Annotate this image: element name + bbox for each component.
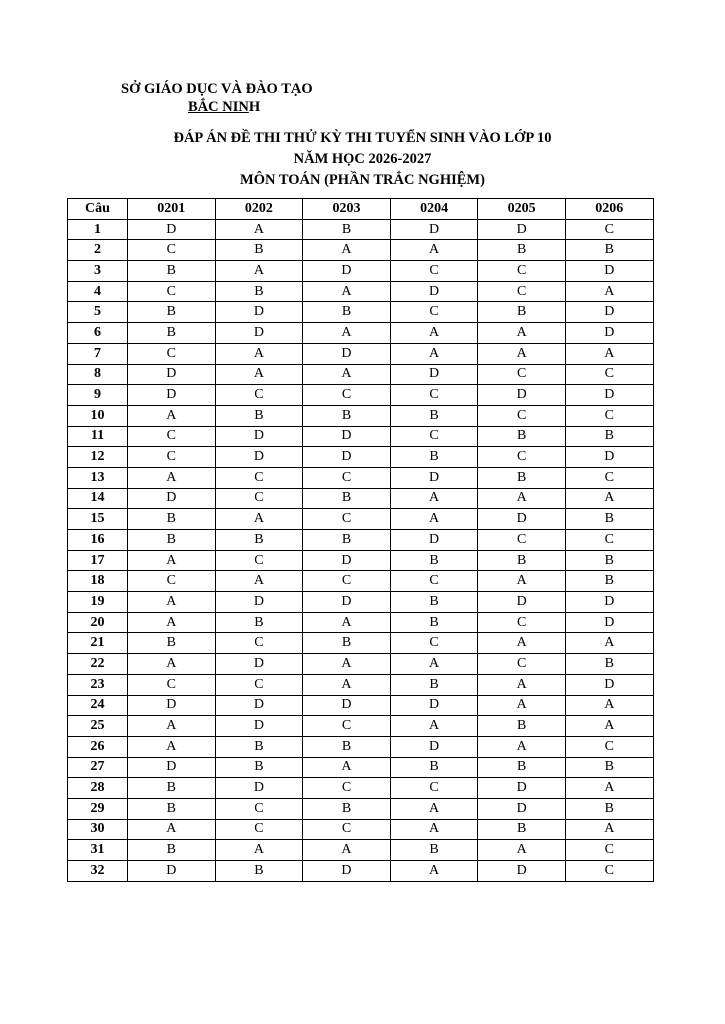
answer-cell: B [390, 592, 478, 613]
answer-cell: A [390, 819, 478, 840]
question-number-cell: 6 [68, 323, 128, 344]
answer-cell: C [565, 530, 653, 551]
answer-cell: B [215, 281, 303, 302]
answer-cell: C [215, 467, 303, 488]
answer-cell: C [215, 798, 303, 819]
table-row [68, 550, 654, 571]
table-row [68, 281, 654, 302]
province-name-underlined: BẮC NIN [188, 99, 249, 115]
question-number-cell: 20 [68, 612, 128, 633]
answer-cell: B [565, 509, 653, 530]
answer-cell: A [128, 654, 216, 675]
question-number-cell: 4 [68, 281, 128, 302]
table-row [68, 840, 654, 861]
answer-cell: A [390, 798, 478, 819]
answer-cell: B [565, 757, 653, 778]
question-number-cell: 22 [68, 654, 128, 675]
answer-cell: C [128, 447, 216, 468]
answer-cell: B [390, 757, 478, 778]
table-row [68, 364, 654, 385]
answer-cell: D [303, 695, 391, 716]
answer-cell: D [303, 426, 391, 447]
question-number-cell: 7 [68, 343, 128, 364]
table-row [68, 488, 654, 509]
table-row [68, 240, 654, 261]
department-name: SỞ GIÁO DỤC VÀ ĐÀO TẠO [121, 81, 313, 97]
answer-cell: C [128, 281, 216, 302]
answer-cell: A [128, 405, 216, 426]
answer-cell: A [215, 261, 303, 282]
answer-cell: B [390, 447, 478, 468]
question-number-cell: 32 [68, 861, 128, 882]
answer-cell: B [303, 405, 391, 426]
column-header-code: 0205 [478, 199, 566, 220]
answer-cell: D [128, 488, 216, 509]
answer-cell: D [565, 261, 653, 282]
answer-cell: C [565, 364, 653, 385]
answer-cell: B [215, 736, 303, 757]
answer-cell: A [303, 240, 391, 261]
answer-cell: D [478, 592, 566, 613]
answer-cell: D [215, 716, 303, 737]
table-row [68, 798, 654, 819]
answer-cell: A [215, 364, 303, 385]
answer-cell: B [303, 633, 391, 654]
answer-cell: B [215, 757, 303, 778]
answer-cell: D [128, 861, 216, 882]
answer-cell: C [390, 571, 478, 592]
table-row [68, 778, 654, 799]
answer-cell: B [215, 405, 303, 426]
table-row [68, 592, 654, 613]
answer-cell: C [390, 633, 478, 654]
answer-cell: A [303, 840, 391, 861]
answer-cell: D [303, 861, 391, 882]
answer-cell: D [303, 343, 391, 364]
answer-cell: D [128, 219, 216, 240]
answer-cell: D [565, 447, 653, 468]
answer-cell: D [390, 281, 478, 302]
answer-cell: A [478, 674, 566, 695]
answer-cell: B [128, 798, 216, 819]
answer-cell: C [303, 467, 391, 488]
answer-cell: C [128, 343, 216, 364]
table-row [68, 819, 654, 840]
title-line-1: ĐÁP ÁN ĐỀ THI THỬ KỲ THI TUYỂN SINH VÀO LỚP 10 [173, 130, 552, 146]
answer-cell: B [128, 323, 216, 344]
answer-cell: D [565, 323, 653, 344]
question-number-cell: 23 [68, 674, 128, 695]
answer-cell: C [215, 488, 303, 509]
answer-cell: B [478, 467, 566, 488]
answer-cell: C [128, 674, 216, 695]
answer-cell: B [478, 302, 566, 323]
answer-cell: A [390, 716, 478, 737]
answer-cell: A [565, 778, 653, 799]
answer-cell: D [303, 261, 391, 282]
answer-cell: C [215, 819, 303, 840]
answer-cell: D [478, 861, 566, 882]
answer-cell: D [390, 530, 478, 551]
question-number-cell: 1 [68, 219, 128, 240]
table-row [68, 612, 654, 633]
table-row [68, 261, 654, 282]
question-number-cell: 13 [68, 467, 128, 488]
answer-cell: C [215, 550, 303, 571]
answer-cell: D [390, 695, 478, 716]
column-header-code: 0206 [565, 199, 653, 220]
answer-cell: B [215, 612, 303, 633]
question-number-cell: 26 [68, 736, 128, 757]
answer-cell: C [303, 778, 391, 799]
answer-cell: A [128, 612, 216, 633]
answer-cell: D [478, 778, 566, 799]
answer-cell: A [390, 509, 478, 530]
answer-cell: A [303, 757, 391, 778]
title-line-2: NĂM HỌC 2026-2027 [293, 151, 432, 167]
answer-cell: C [565, 840, 653, 861]
table-row [68, 426, 654, 447]
answer-cell: D [303, 592, 391, 613]
answer-cell: C [303, 571, 391, 592]
answer-cell: A [303, 364, 391, 385]
table-row [68, 219, 654, 240]
answer-cell: A [390, 654, 478, 675]
answer-cell: C [565, 861, 653, 882]
answer-cell: A [478, 633, 566, 654]
answer-cell: D [478, 798, 566, 819]
answer-cell: C [565, 219, 653, 240]
answer-cell: B [478, 550, 566, 571]
answer-cell: A [128, 467, 216, 488]
answer-cell: D [390, 467, 478, 488]
table-row [68, 695, 654, 716]
answer-cell: D [128, 757, 216, 778]
answer-cell: D [565, 612, 653, 633]
answer-cell: B [565, 550, 653, 571]
question-number-cell: 24 [68, 695, 128, 716]
answer-cell: D [390, 219, 478, 240]
table-row [68, 302, 654, 323]
answer-cell: D [565, 592, 653, 613]
table-row [68, 736, 654, 757]
answer-cell: A [128, 716, 216, 737]
answer-cell: C [215, 385, 303, 406]
answer-cell: B [565, 654, 653, 675]
question-number-cell: 9 [68, 385, 128, 406]
answer-cell: C [565, 736, 653, 757]
answer-cell: B [390, 550, 478, 571]
column-header-code: 0203 [303, 199, 391, 220]
question-number-cell: 27 [68, 757, 128, 778]
answer-cell: B [128, 530, 216, 551]
answer-cell: C [478, 612, 566, 633]
answer-cell: B [390, 674, 478, 695]
answer-cell: B [390, 840, 478, 861]
table-row [68, 716, 654, 737]
organization-header [121, 80, 351, 116]
answer-cell: C [478, 364, 566, 385]
question-number-cell: 15 [68, 509, 128, 530]
answer-cell: C [303, 716, 391, 737]
answer-cell: C [128, 240, 216, 261]
answer-cell: C [215, 633, 303, 654]
column-header-code: 0204 [390, 199, 478, 220]
answer-cell: D [215, 447, 303, 468]
answer-cell: C [303, 819, 391, 840]
answer-cell: D [390, 364, 478, 385]
question-number-cell: 8 [68, 364, 128, 385]
question-number-cell: 18 [68, 571, 128, 592]
answer-cell: A [565, 633, 653, 654]
answer-cell: B [565, 426, 653, 447]
answer-cell: C [478, 261, 566, 282]
question-number-cell: 11 [68, 426, 128, 447]
question-number-cell: 25 [68, 716, 128, 737]
answer-cell: A [303, 654, 391, 675]
answer-cell: A [215, 509, 303, 530]
answer-cell: A [303, 674, 391, 695]
answer-cell: A [478, 571, 566, 592]
document-title [0, 128, 725, 191]
answer-cell: C [390, 426, 478, 447]
answer-cell: D [565, 302, 653, 323]
answer-cell: A [390, 343, 478, 364]
answer-cell: B [215, 240, 303, 261]
answer-cell: B [215, 861, 303, 882]
answer-cell: C [215, 674, 303, 695]
question-number-cell: 10 [68, 405, 128, 426]
answer-cell: B [303, 302, 391, 323]
answer-cell: B [565, 798, 653, 819]
question-number-cell: 28 [68, 778, 128, 799]
answer-cell: A [390, 240, 478, 261]
answer-cell: A [128, 819, 216, 840]
question-number-cell: 31 [68, 840, 128, 861]
answer-cell: B [303, 488, 391, 509]
answer-cell: A [478, 343, 566, 364]
question-number-cell: 12 [68, 447, 128, 468]
answer-cell: B [303, 219, 391, 240]
answer-cell: A [390, 861, 478, 882]
answer-cell: A [215, 343, 303, 364]
answer-cell: A [128, 736, 216, 757]
answer-cell: A [303, 323, 391, 344]
answer-cell: B [478, 240, 566, 261]
answer-cell: D [565, 385, 653, 406]
answer-cell: C [478, 281, 566, 302]
answer-cell: D [128, 364, 216, 385]
table-row [68, 674, 654, 695]
answer-cell: B [478, 426, 566, 447]
answer-cell: D [478, 219, 566, 240]
province-name [188, 98, 351, 116]
table-row [68, 467, 654, 488]
answer-cell: A [565, 819, 653, 840]
answer-cell: D [303, 447, 391, 468]
question-number-cell: 19 [68, 592, 128, 613]
table-row [68, 405, 654, 426]
answer-cell: D [303, 550, 391, 571]
answer-cell: D [215, 302, 303, 323]
answer-cell: A [565, 343, 653, 364]
answer-cell: D [478, 385, 566, 406]
answer-cell: C [390, 261, 478, 282]
table-row [68, 571, 654, 592]
column-header-code: 0201 [128, 199, 216, 220]
table-body [68, 219, 654, 881]
answer-cell: A [215, 571, 303, 592]
answer-cell: B [215, 530, 303, 551]
answer-cell: D [215, 323, 303, 344]
answer-cell: C [565, 467, 653, 488]
answer-cell: A [478, 323, 566, 344]
answer-cell: A [303, 612, 391, 633]
answer-cell: A [478, 488, 566, 509]
answer-cell: C [478, 405, 566, 426]
table-row [68, 509, 654, 530]
question-number-cell: 21 [68, 633, 128, 654]
answer-key-table [67, 198, 654, 882]
question-number-cell: 2 [68, 240, 128, 261]
answer-cell: A [215, 840, 303, 861]
table-row [68, 757, 654, 778]
answer-cell: C [303, 509, 391, 530]
answer-cell: A [565, 695, 653, 716]
answer-cell: B [478, 819, 566, 840]
answer-cell: A [565, 716, 653, 737]
province-name-rest: H [248, 99, 261, 115]
answer-cell: B [128, 633, 216, 654]
answer-cell: A [565, 488, 653, 509]
answer-cell: B [128, 261, 216, 282]
answer-cell: C [565, 405, 653, 426]
answer-cell: A [478, 695, 566, 716]
answer-cell: C [390, 302, 478, 323]
answer-cell: C [390, 385, 478, 406]
title-line-3: MÔN TOÁN (PHẦN TRẮC NGHIỆM) [240, 172, 485, 188]
answer-cell: A [565, 281, 653, 302]
answer-cell: B [478, 716, 566, 737]
question-number-cell: 5 [68, 302, 128, 323]
table-row [68, 530, 654, 551]
question-number-cell: 14 [68, 488, 128, 509]
answer-cell: C [128, 571, 216, 592]
answer-cell: C [128, 426, 216, 447]
answer-cell: C [478, 654, 566, 675]
answer-cell: B [128, 778, 216, 799]
question-number-cell: 30 [68, 819, 128, 840]
table-row [68, 861, 654, 882]
table-row [68, 385, 654, 406]
answer-cell: B [303, 530, 391, 551]
answer-cell: A [390, 488, 478, 509]
answer-cell: C [303, 385, 391, 406]
table-row [68, 343, 654, 364]
answer-cell: D [390, 736, 478, 757]
answer-cell: D [215, 778, 303, 799]
answer-cell: A [215, 219, 303, 240]
table-row [68, 323, 654, 344]
table-row [68, 654, 654, 675]
answer-cell: A [303, 281, 391, 302]
answer-cell: A [128, 550, 216, 571]
answer-cell: D [128, 385, 216, 406]
answer-cell: C [478, 447, 566, 468]
answer-cell: B [303, 736, 391, 757]
answer-cell: B [565, 240, 653, 261]
answer-cell: B [128, 840, 216, 861]
answer-cell: A [478, 736, 566, 757]
answer-cell: D [215, 695, 303, 716]
answer-cell: B [303, 798, 391, 819]
answer-cell: D [215, 592, 303, 613]
answer-cell: C [478, 530, 566, 551]
answer-cell: D [565, 674, 653, 695]
answer-cell: D [128, 695, 216, 716]
column-header-code: 0202 [215, 199, 303, 220]
answer-cell: A [390, 323, 478, 344]
answer-cell: A [128, 592, 216, 613]
column-header-question: Câu [68, 199, 128, 220]
answer-cell: B [390, 405, 478, 426]
answer-cell: B [128, 302, 216, 323]
answer-cell: B [128, 509, 216, 530]
answer-cell: D [215, 426, 303, 447]
answer-cell: B [390, 612, 478, 633]
table-row [68, 447, 654, 468]
answer-cell: C [390, 778, 478, 799]
answer-cell: A [478, 840, 566, 861]
answer-cell: D [215, 654, 303, 675]
answer-cell: B [565, 571, 653, 592]
question-number-cell: 17 [68, 550, 128, 571]
table-row [68, 633, 654, 654]
question-number-cell: 3 [68, 261, 128, 282]
answer-cell: B [478, 757, 566, 778]
table-header-row [68, 199, 654, 220]
answer-cell: D [478, 509, 566, 530]
question-number-cell: 16 [68, 530, 128, 551]
question-number-cell: 29 [68, 798, 128, 819]
